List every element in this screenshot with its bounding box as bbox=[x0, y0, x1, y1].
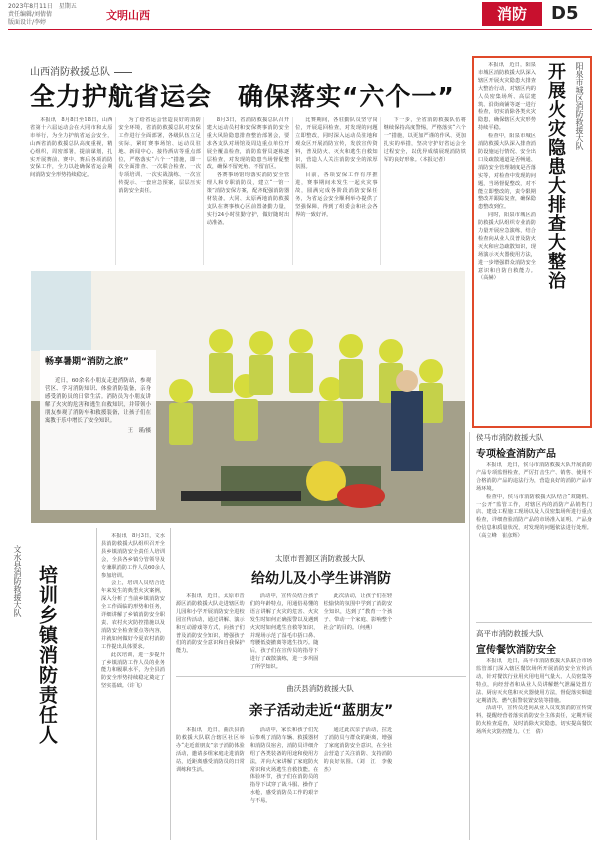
quwo-kicker: 曲沃县消防救援大队 bbox=[286, 684, 354, 693]
lead-paragraph: 本报讯 8月8日至18日，山西省第十六届运动会在大同市和太原市举行，为全力护航省运会安全，山西省消防救援总队高度重视，精心组织，周密部署，提前谋划，扎实开展赛前、赛中、赛后各项消防安保工作，全力以赴确保省运会期间消防安全形势持续稳定。 bbox=[30, 117, 113, 179]
story-divider bbox=[176, 676, 466, 677]
lead-headline: 全力护航省运会 确保落实“六个一” bbox=[30, 82, 455, 111]
gaoping-kicker: 高平市消防救援大队 bbox=[476, 629, 544, 638]
jinyuan-paragraph: 本报讯 近日，太原市晋源区消防救援大队走进辖区幼儿园和小学开展消防安全进校园宣传活动，通过讲解、演示和互动游戏等方式，向孩子们普及消防安全知识，增强孩子们的消防安全意识和自我保护能力。 bbox=[176, 593, 245, 655]
jinyuan-paragraph: 活动中，宣传员结合孩子们的年龄特点，用通俗易懂的语言讲解了火灾的危害、火灾发生时如何正确报警以及遇到火灾时如何逃生自救等知识，并现场示范了湿毛巾捂口鼻、弯腰低姿撤离等逃生技巧。随后，孩子们在宣传员的指导下进行了疏散演练，进一步巩固了所学知识。 bbox=[249, 593, 319, 671]
section-label: 消防 bbox=[482, 2, 542, 26]
gaoping-body bbox=[476, 658, 592, 840]
page-number: D5 bbox=[551, 3, 579, 24]
lead-paragraph: 比赛期间，各驻勤队员坚守岗位，开展巡回检查，对发现的问题立即整改，同时深入运动员驻地和观众区开展消防宣传，发放宣传资料，普及防火、灭火和逃生自救知识，营造人人关注消防安全的浓厚氛围。 bbox=[295, 117, 378, 171]
lead-paragraph: 为了给省运会营造良好的消防安全环境，省消防救援总队对安保工作进行全面部署，各级队伍立足实际，紧盯赛事场馆、运动员驻地、新闻中心、接待酒店等重点部位，严格落实“六个一”措施，即一次全面排查、一次联合检查、一次专项培训、一次实战演练、一次宣传提示、一套应急预案，层层压实消防安全责任。 bbox=[118, 117, 201, 195]
right-feature-headline: 开展火灾隐患大排查大整治 bbox=[545, 62, 566, 290]
photo-feature-title: 畅享暑期“消防之旅” bbox=[45, 357, 129, 367]
lead-body bbox=[30, 117, 466, 265]
quwo-paragraph: 本报讯 近日，曲沃县消防救援大队联合辖区社区举办“走近蓝朋友”亲子消防体验活动，邀请多组家庭走进消防站，近距离感受消防员的日常训练和生活。 bbox=[176, 727, 245, 773]
gaoping-paragraph: 本报讯 近日，高平市消防救援大队联合市场监管部门深入辖区餐饮场所开展消防安全宣传活动，针对餐饮行业用火用电用气量大、人员密集等特点，向经营者和从业人员讲解燃气泄漏处置方法、厨房灭火毯和灭火器使用方法，督促落实烟道定期清洗、燃气报警装置安装等措施。 bbox=[476, 658, 592, 704]
lead-paragraph: 8月3日，省消防救援总队召开建大运动员村和安保赛事消防安全重大风险隐患排查整治部署会，要求各支队对场馆及周边重点单位开展全覆盖检查，消防监督员逐栋逐层检查，对发现的隐患当场督促整改，确保不留死角、不留盲区。 bbox=[206, 117, 290, 171]
masthead-rule bbox=[8, 29, 592, 30]
quwo-paragraph: 活动中，家长和孩子们先后参观了消防车辆、救援器材和消防员宿舍，消防员详细介绍了各类装备的用途和使用方法，并向大家讲解了家庭防火常识和火场逃生自救技能。在体验环节，孩子们在消防员的指导下试穿了战斗服、操作了水枪，感受消防员工作的艰辛与不易。 bbox=[249, 727, 319, 805]
wenshui-kicker: 文水县消防救援大队 bbox=[13, 545, 22, 617]
lead-paragraph: 下一步，全省消防救援队伍将继续保持高度警惕，严格落实“六个一”措施，以更加严谨的作风、更加扎实的举措，坚决守护好省运会全过程安全，以优异成绩展现消防铁军的良好形象。（本报记者） bbox=[383, 117, 466, 163]
jinyuan-kicker: 太原市晋源区消防救援大队 bbox=[275, 554, 365, 563]
editor-line: 责任编辑/刘倩倩 bbox=[8, 11, 53, 18]
right-feature-paragraph: 本报讯 近日，阳泉市城区消防救援大队深入辖区开展火灾隐患大排查大整治行动，对辖区内的人员密集场所、高层建筑、沿街商铺等逐一进行检查，切实消除各类火灾隐患，确保辖区火灾形势持续平稳。 bbox=[478, 62, 536, 132]
right-feature-body bbox=[478, 62, 536, 424]
houma-headline: 专项检查消防产品 bbox=[476, 449, 556, 460]
brand-logo: 文明山西 bbox=[106, 9, 150, 22]
quwo-paragraph: 通过此次亲子活动，拉近了消防员与群众的距离，增强了家庭消防安全意识，在全社会营造了关注消防、支持消防的良好氛围。（刘 江 李俊杰） bbox=[323, 727, 393, 773]
right-feature-paragraph: 检查中，阳泉市城区消防救援大队深入排查消防设施运行情况、安全出口及疏散通道是否畅通、消防安全管理制度是否落实等，对检查中发现的问题，当场督促整改，对不能立即整改的，责令限期整改并跟踪复查，确保隐患整改到位。 bbox=[478, 133, 536, 211]
wenshui-headline: 培训乡镇消防责任人 bbox=[36, 565, 58, 745]
houma-paragraph: 检查中，侯马市消防救援大队结合“双随机、一公开”监管工作，对辖区内的消防产品销售门店、建设工程施工现场以及人员密集场所进行重点检查，详细查验消防产品的市场准入证明、产品身份信息和质量状况，对发现的问题依法进行处理。（高立峰 崔彦辉） bbox=[476, 493, 592, 540]
lead-kicker-text: 山西消防救援总队 bbox=[30, 67, 110, 78]
wenshui-body bbox=[101, 533, 165, 840]
design-line: 版面设计/李婷 bbox=[8, 19, 47, 26]
houma-body bbox=[476, 462, 592, 608]
right-feature-kicker: 阳泉市城区消防救援大队 bbox=[575, 62, 584, 150]
date-line: 2023年8月11日 星期五 bbox=[8, 3, 77, 10]
quwo-body bbox=[176, 727, 466, 840]
column-divider bbox=[170, 528, 171, 840]
right-feature-box bbox=[472, 56, 592, 428]
houma-paragraph: 本报讯 近日，侯马市消防救援大队开展消防产品专项监督检查，严厉打击生产、销售、使用不合格消防产品的违法行为，营造良好的消防产品市场环境。 bbox=[476, 462, 592, 492]
column-divider bbox=[96, 528, 97, 840]
jinyuan-body bbox=[176, 593, 466, 670]
lead-paragraph: 目前，各项安保工作有序推进，赛事期间未发生一起火灾事故，圆满完成各阶段消防安保任务，为省运会安全顺利举办提供了坚强保障，得到了组委会和社会各界的一致好评。 bbox=[295, 172, 378, 218]
photo-caption-panel bbox=[40, 350, 156, 510]
column-divider bbox=[469, 432, 470, 840]
jinyuan-paragraph: 此次活动，让孩子们在轻松愉快的氛围中学到了消防安全知识，达到了“教育一个孩子、带动一个家庭、影响整个社会”的目的。（何燕） bbox=[323, 593, 393, 631]
photo-credit: 王 谨/摄 bbox=[127, 428, 151, 434]
lead-kicker bbox=[30, 63, 230, 78]
right-feature-paragraph: 同时，阳泉市城区消防救援大队组织专业消防力量开展应急演练，结合检查向从业人员普及防火灭火和应急疏散知识，现场演示灭火器使用方法，进一步增强群众消防安全意识和自防自救能力。（高赫） bbox=[478, 212, 536, 282]
gaoping-paragraph: 活动中，宣传员还向从业人员发放消防宣传资料，提醒经营者落实消防安全主体责任，定期开展防火检查巡查，及时消除火灾隐患，切实提高餐饮场所火灾防控能力。（王 倩） bbox=[476, 705, 592, 736]
jinyuan-headline: 给幼儿及小学生讲消防 bbox=[251, 571, 391, 587]
story-divider bbox=[476, 622, 592, 623]
wenshui-paragraph: 此次培训，进一步提升了乡镇消防工作人员的业务能力和履职水平，为全县消防安全形势持续稳定奠定了坚实基础。（许飞） bbox=[101, 651, 165, 690]
wenshui-paragraph: 本报讯 8月3日，文水县消防救援大队组织召开全县乡镇消防安全责任人培训会，全县各乡镇分管领导及专兼职消防工作人员60余人参加培训。 bbox=[101, 533, 165, 579]
photo-caption: 近日，60余名小朋友走进消防站，参观营区、学习消防知识、体验消防装备，亲身感受消防员的日常生活。消防员为小朋友讲解了火灾的危害和逃生自救知识，并带领小朋友参观了消防车和救援装备，让孩子们在寓教于乐中增长了安全知识。 bbox=[45, 378, 151, 424]
quwo-headline: 亲子活动走近“蓝朋友” bbox=[248, 703, 394, 719]
lead-paragraph: 各赛事场馆均落实消防安全管理人和专职消防员，建立“一馆一策”消防安保方案，配齐配强消防器材装备。大同、太原两地消防救援支队在赛事核心区前置备勤力量，实行24小时驻勤守护，做好随时出动准备。 bbox=[206, 172, 290, 226]
wenshui-paragraph: 会上，培训人员结合近年来发生的典型火灾案例，深入分析了当前乡镇消防安全工作面临的形势和任务，详细讲解了乡镇消防安全职责、农村火灾防控措施以及消防安全检查要点等内容，并就如何做好今夏农村消防工作提出具体要求。 bbox=[101, 580, 165, 650]
gaoping-headline: 宣传餐饮消防安全 bbox=[476, 645, 556, 656]
houma-kicker: 侯马市消防救援大队 bbox=[476, 433, 544, 442]
